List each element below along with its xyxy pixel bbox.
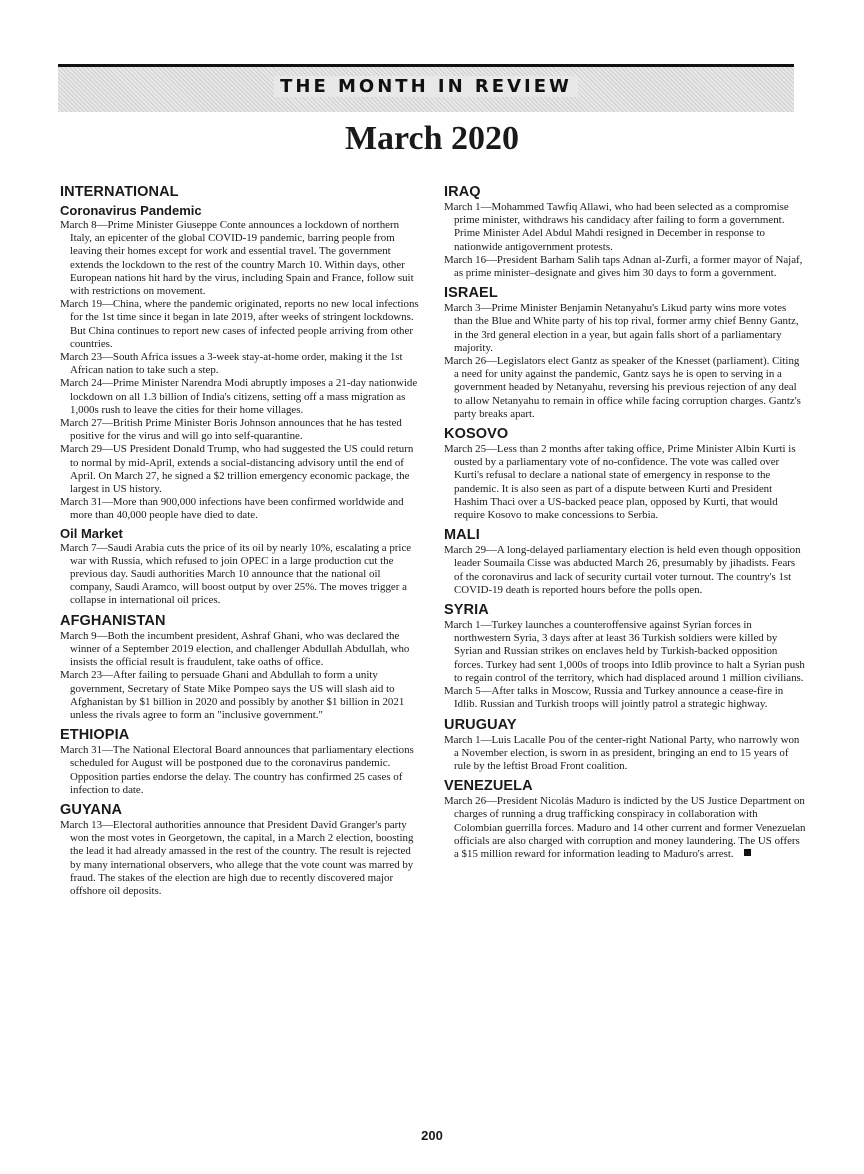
section-heading: VENEZUELA	[444, 778, 533, 795]
subsection-heading: Oil Market	[60, 525, 123, 541]
section-ethiopia	[60, 727, 422, 797]
entry-paragraph: March 7—Saudi Arabia cuts the price of its oil by nearly 10%, escalating a price war with Russia, which refused to join OPEC in a large production cut the previous day. Saudi authorities March 10 announce that the national oil company, Saudi Aramco, will boost output by over 25%. The moves trigger a collapse in international oil prices.	[60, 541, 412, 607]
section-afghanistan	[60, 613, 422, 722]
entry-paragraph: March 26—President Nicolás Maduro is indicted by the US Justice Department on charges of running a drug trafficking conspiracy in collaboration with Colombian guerrilla forces. Maduro and 14 other current and former Venezuelan officials are also charged with corruption and money laundering. The US offers a $15 million reward for information leading to Maduro's arrest.	[444, 795, 806, 860]
section-heading: MALI	[444, 527, 480, 544]
page-number: 200	[421, 1128, 443, 1143]
entry-paragraph: March 29—US President Donald Trump, who had suggested the US could return to normal by mid-April, extends a social-distancing advisory until the end of April. On March 27, he signed a $2 trillion emergency economic package, the largest in US history.	[60, 443, 414, 496]
section-israel	[444, 285, 806, 421]
entry-paragraph: March 23—South Africa issues a 3-week stay-at-home order, making it the 1st African nation to take such a step.	[60, 351, 403, 377]
entry-paragraph: March 26—Legislators elect Gantz as speaker of the Knesset (parliament). Citing a need for unity against the pandemic, Gantz says he is open to serving in a government headed by Netanyahu, reversing his previous rejection of any deal to allow Netanyahu to remain in office while facing corruption charges. Gantz's party breaks apart.	[444, 355, 801, 420]
entry-paragraph: March 24—Prime Minister Narendra Modi abruptly imposes a 21-day nationwide lockdown on all 1.3 billion of India's citizens, setting off a mass migration as 1,000s rush to leave the cities for their home villages.	[60, 377, 418, 416]
section-venezuela	[444, 778, 806, 861]
entry-paragraph: March 19—China, where the pandemic originated, reports no new local infections for the 1st time since it began in late 2019, after weeks of stringent lockdowns. But China continues to report new cases of infected people arriving from other countries.	[60, 298, 419, 350]
section-heading: INTERNATIONAL	[60, 184, 179, 200]
section-heading: ISRAEL	[444, 285, 498, 302]
end-of-article-mark	[744, 849, 751, 856]
section-guyana	[60, 802, 422, 898]
section-heading: GUYANA	[60, 801, 123, 818]
entry-paragraph: March 9—Both the incumbent president, Ashraf Ghani, who was declared the winner of a September 2019 election, and challenger Abdullah Abdullah, who insists the official result is fraudulent, take oaths of office.	[60, 629, 410, 669]
section-heading: IRAQ	[444, 184, 481, 200]
section-mali	[444, 527, 806, 597]
entry-paragraph: March 27—British Prime Minister Boris Johnson announces that he has tested positive for the virus and will go into self-quarantine.	[60, 417, 402, 443]
section-uruguay	[444, 717, 806, 774]
entry-paragraph: March 1—Luis Lacalle Pou of the center-right National Party, who narrowly won a November election, is sworn in as president, bringing an end to 15 years of rule by the leftist Broad Front coalition.	[444, 733, 800, 772]
entry-paragraph: March 3—Prime Minister Benjamin Netanyahu's Likud party wins more votes than the Blue and White party of his top rival, former army chief Benny Gantz, in the 3rd general election in a year, but again falls short of a parliamentary majority.	[444, 302, 799, 354]
section-heading: URUGUAY	[444, 716, 517, 733]
section-iraq	[444, 184, 806, 280]
entry-paragraph: March 1—Turkey launches a counteroffensive against Syrian forces in northwestern Syria, 3 days after at least 36 Turkish soldiers were killed by Syrian and Russian strikes on enclaves held by Turkish-backed opposition forces. Turkey had sent 1,000s of troops into Idlib province to halt a Syrian push to regain control of the territory, which had displaced around 1 million civilians.	[444, 619, 805, 684]
section-heading: ETHIOPIA	[60, 727, 130, 744]
header-rule	[58, 64, 794, 67]
entry-paragraph: March 23—After failing to persuade Ghani and Abdullah to form a unity government, Secretary of State Mike Pompeo says the US will slash aid to Afghanistan by $1 billion in 2020 and possibly by another $1 billion in 2021 unless the rivals agree to form an "inclusive government."	[60, 669, 405, 721]
banner-title	[58, 76, 794, 97]
entry-paragraph: March 8—Prime Minister Giuseppe Conte announces a lockdown of northern Italy, an epicenter of the global COVID-19 pandemic, barring people from leaving their homes except for work and essential travel. The government extends the lockdown to the rest of the country March 10. Within days, other European nations hit hard by the virus, including Spain and France, follow suit with restrictions on movement.	[60, 219, 414, 298]
section-syria	[444, 602, 806, 711]
section-international	[60, 184, 422, 608]
entry-paragraph: March 31—More than 900,000 infections have been confirmed worldwide and more than 40,000 people have died to date.	[60, 496, 404, 522]
entry-paragraph: March 13—Electoral authorities announce that President David Granger's party won the most votes in Georgetown, the capital, in a March 2 election, boosting the lead it had already amassed in the rest of the country. The result is rejected by many international observers, who allege that the vote count was marred by fraud. The stakes of the election are high due to recently discovered major offshore oil deposits.	[60, 818, 414, 897]
section-kosovo	[444, 426, 806, 522]
section-heading: AFGHANISTAN	[60, 612, 166, 629]
section-heading: SYRIA	[444, 602, 489, 619]
entry-paragraph: March 25—Less than 2 months after taking office, Prime Minister Albin Kurti is ousted by a parliamentary vote of no-confidence. The vote was called over Kurti's refusal to declare a national state of emergency in response to the pandemic. It is also seen as part of a dispute between Kurti and President Hashim Thaci over a US-backed peace plan, opposed by Kurti, that would require Kosovo to make concessions to Serbia.	[444, 443, 796, 522]
entry-paragraph: March 5—After talks in Moscow, Russia and Turkey announce a cease-fire in Idlib. Russian and Turkish troops will jointly patrol a strategic highway.	[444, 685, 784, 711]
subsection-heading: Coronavirus Pandemic	[60, 203, 202, 218]
entry-paragraph: March 16—President Barham Salih taps Adnan al-Zurfi, a former mayor of Najaf, as prime minister–designate and gives him 30 days to form a government.	[444, 253, 803, 280]
entry-paragraph: March 29—A long-delayed parliamentary election is held even though opposition leader Soumaila Cisse was abducted March 26, presumably by jihadists. Fears of the coronavirus and lack of security curtail voter turnout. The country's 1st COVID-19 death is reported hours before the polls open.	[444, 544, 801, 596]
banner-title-text: THE MONTH IN REVIEW	[274, 76, 578, 97]
entry-paragraph: March 1—Mohammed Tawfiq Allawi, who had been selected as a compromise prime minister, withdraws his candidacy after failing to form a government. Prime Minister Adel Abdul Mahdi resigned in December in response to nationwide antigovernment protests.	[444, 201, 789, 253]
section-heading: KOSOVO	[444, 426, 509, 443]
entry-paragraph: March 31—The National Electoral Board announces that parliamentary elections scheduled for August will be postponed due to the coronavirus pandemic. Opposition parties endorse the delay. The country has confirmed 25 cases of infection to date.	[60, 744, 414, 796]
left-column	[60, 184, 422, 903]
right-column	[444, 184, 806, 866]
page-title: March 2020	[344, 120, 520, 157]
